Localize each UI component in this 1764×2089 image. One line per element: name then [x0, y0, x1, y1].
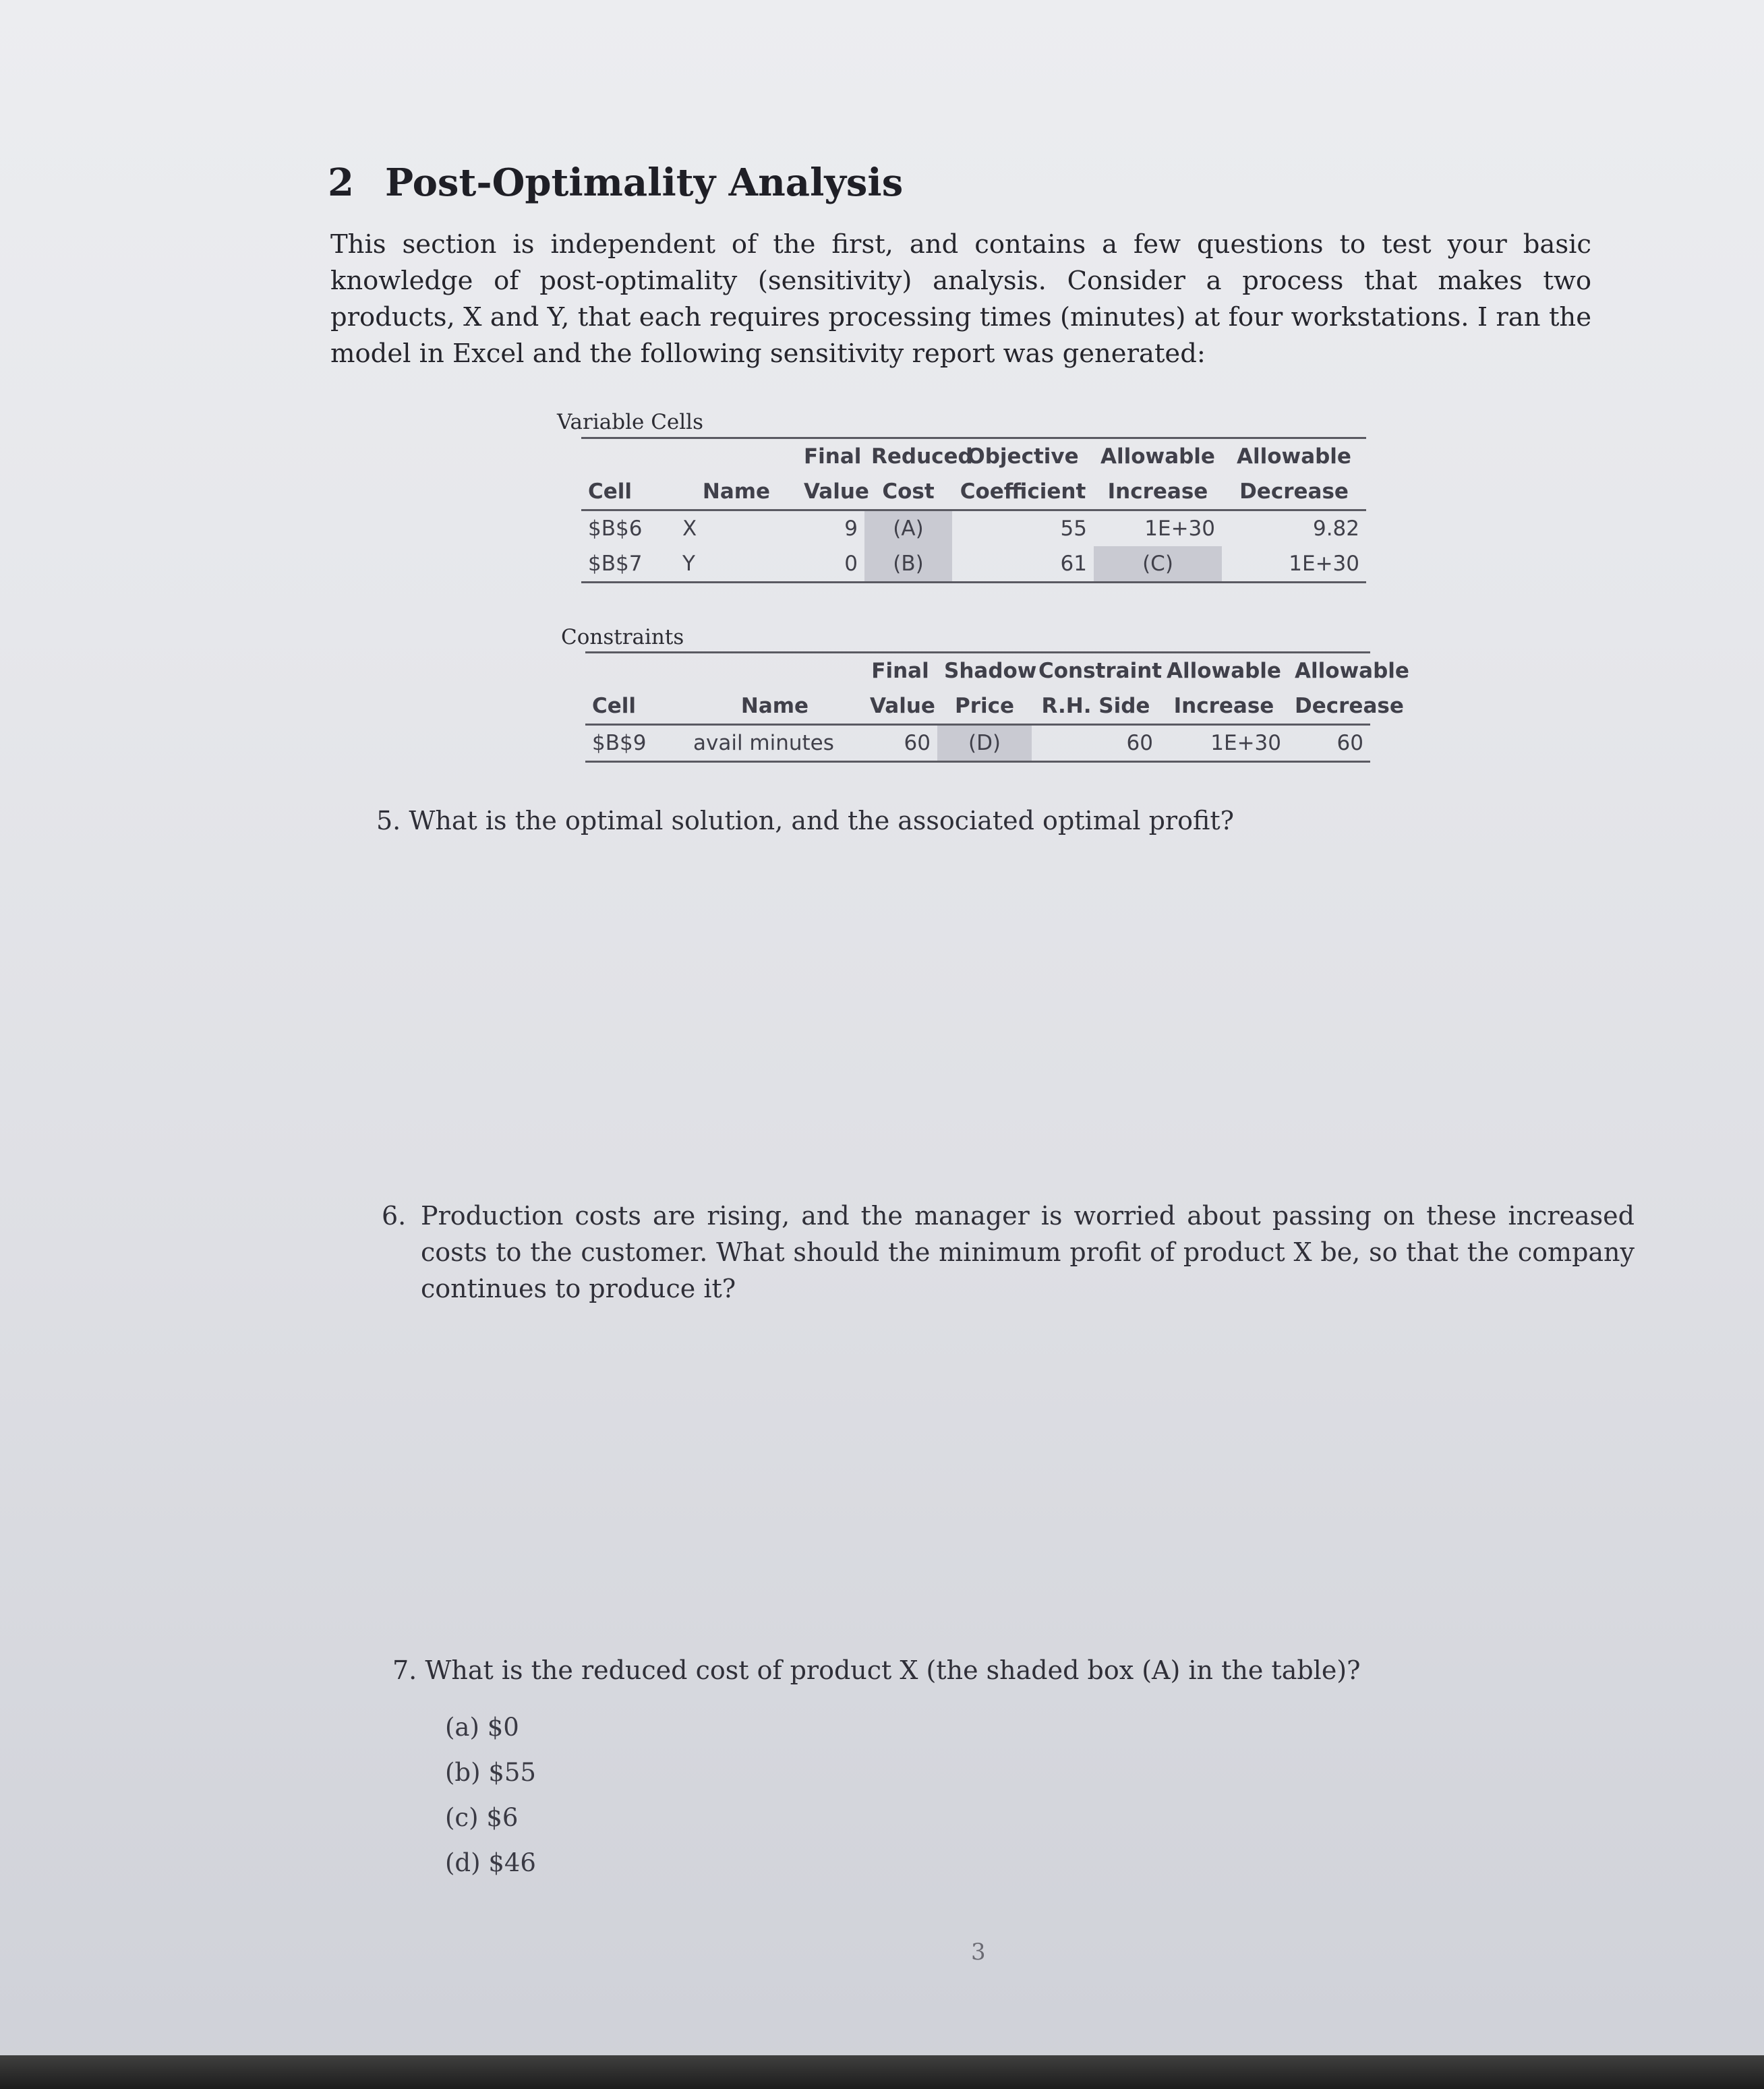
header-increase: Increase: [1094, 474, 1222, 510]
monitor-bezel: [0, 2055, 1764, 2089]
question-6: [382, 1198, 1635, 1307]
header-rhs: R.H. Side: [1032, 688, 1160, 725]
header-cell: [676, 438, 797, 475]
option-text: $55: [488, 1758, 536, 1787]
header-allowable: Allowable: [1094, 438, 1222, 475]
question-text: What is the reduced cost of product X (the shaded box (A) in the table)?: [425, 1655, 1361, 1685]
table-row: [581, 510, 1366, 547]
header-allowable: Allowable: [1222, 438, 1366, 475]
option-label: (d): [445, 1848, 481, 1877]
cell-ref: $B$9: [585, 725, 686, 762]
option-label: (c): [445, 1803, 479, 1832]
shadow-price-d: (D): [937, 725, 1032, 762]
section-number: 2: [328, 160, 354, 205]
option-label: (b): [445, 1758, 481, 1787]
section-title: Post-Optimality Analysis: [384, 160, 904, 205]
question-number: 6.: [382, 1201, 407, 1231]
cell-ref: $B$6: [588, 517, 643, 541]
table-row: [581, 546, 1366, 583]
header-name: Name: [686, 688, 863, 725]
objective-coefficient: 55: [1060, 517, 1087, 541]
allowable-decrease: 1E+30: [1222, 546, 1366, 583]
table-header-row: [585, 688, 1370, 725]
table-row: [585, 725, 1370, 762]
table-header-row: [581, 474, 1366, 510]
question-number: 7.: [392, 1655, 417, 1685]
option-text: $46: [488, 1848, 536, 1877]
allowable-decrease: 60: [1288, 725, 1370, 762]
question-5: [376, 802, 1624, 839]
table-header-row: [581, 438, 1366, 475]
option-b[interactable]: [445, 1758, 536, 1803]
option-d[interactable]: [445, 1848, 536, 1893]
option-text: $0: [487, 1713, 519, 1742]
header-allowable: Allowable: [1288, 653, 1370, 689]
option-label: (a): [445, 1713, 479, 1742]
header-name: Name: [676, 474, 797, 510]
allowable-increase-c: (C): [1094, 546, 1222, 583]
constraints-title: Constraints: [561, 625, 684, 649]
header-cell: [686, 653, 863, 689]
reduced-cost-b: (B): [864, 546, 952, 583]
table-header-row: [585, 653, 1370, 689]
cell-name: X: [682, 517, 697, 541]
final-value: 0: [797, 546, 864, 583]
header-decrease: Decrease: [1222, 474, 1366, 510]
constraints-table: [585, 651, 1409, 763]
header-cell: [581, 438, 676, 475]
answer-options: [445, 1713, 536, 1893]
header-increase: Increase: [1160, 688, 1288, 725]
cell-name: Y: [676, 546, 797, 583]
question-7: [392, 1652, 1606, 1688]
cell-name: avail minutes: [686, 725, 863, 762]
option-text: $6: [486, 1803, 519, 1832]
constraint-rhs: 60: [1032, 725, 1160, 762]
allowable-decrease: 9.82: [1312, 517, 1359, 541]
option-a[interactable]: [445, 1713, 536, 1758]
allowable-increase: 1E+30: [1160, 725, 1288, 762]
variable-cells-title: Variable Cells: [557, 410, 703, 434]
header-cost: Cost: [864, 474, 952, 510]
header-shadow: Shadow: [937, 653, 1032, 689]
header-final: Final: [797, 438, 864, 475]
objective-coefficient: 61: [952, 546, 1094, 583]
header-constraint: Constraint: [1032, 653, 1160, 689]
header-decrease: Decrease: [1288, 688, 1370, 725]
question-text: Production costs are rising, and the manager is worried about passing on these increased costs to the customer. What should the minimum profit of product X be, so that the company continues to produce it?: [421, 1201, 1635, 1303]
header-price: Price: [937, 688, 1032, 725]
page-number: 3: [971, 1939, 986, 1966]
option-c[interactable]: [445, 1803, 536, 1848]
variable-cells-table: [581, 437, 1366, 583]
header-objective: Objective: [952, 438, 1094, 475]
reduced-cost-a: (A): [864, 510, 952, 547]
header-cell: Cell: [581, 474, 676, 510]
header-cell: Cell: [585, 688, 686, 725]
header-reduced: Reduced: [864, 438, 952, 475]
header-final: Final: [863, 653, 937, 689]
header-value: Value: [863, 688, 937, 725]
header-coefficient: Coefficient: [952, 474, 1094, 510]
header-allowable: Allowable: [1160, 653, 1288, 689]
section-heading: [328, 160, 903, 205]
final-value: 9: [844, 517, 858, 541]
header-value: Value: [797, 474, 864, 510]
header-cell: [585, 653, 686, 689]
question-text: What is the optimal solution, and the associated optimal profit?: [409, 806, 1234, 835]
allowable-increase: 1E+30: [1144, 517, 1215, 541]
cell-ref: $B$7: [581, 546, 676, 583]
question-number: 5.: [376, 806, 401, 835]
final-value: 60: [863, 725, 937, 762]
intro-paragraph: This section is independent of the first, and contains a few questions to test your basic knowledge of post-optimality (sensitivity) analysis. Consider a process that makes two products, X and Y, that each requires processing times (minutes) at four workstations. I ran the model in Excel and the following sensitivity report was generated:: [330, 229, 1591, 369]
